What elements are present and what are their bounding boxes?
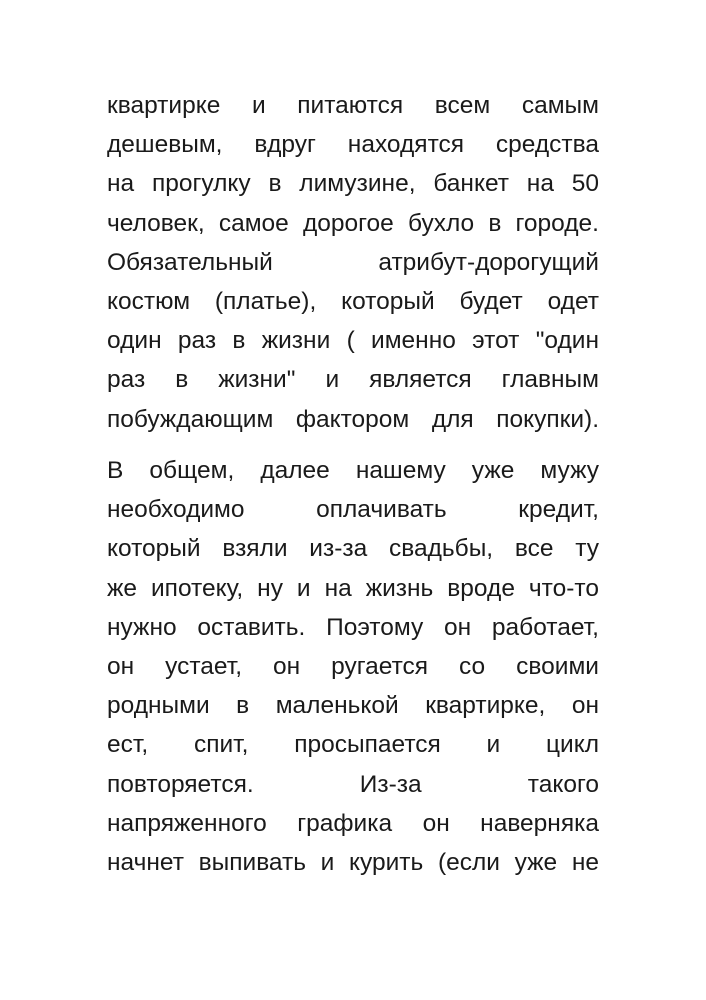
text-line: напряженного графика он наверняка	[107, 809, 599, 837]
paragraph-1	[107, 86, 599, 439]
text-line: он устает, он ругается со своими	[107, 652, 599, 680]
text-line: человек, самое дорогое бухло в городе.	[107, 209, 599, 237]
text-line: В общем, далее нашему уже мужу	[107, 457, 599, 484]
text-line: нужно оставить. Поэтому он работает,	[107, 613, 599, 641]
text-line: квартирке и питаются всем самым	[107, 92, 599, 119]
text-line: же ипотеку, ну и на жизнь вроде что-то	[107, 574, 599, 602]
text-line: начнет выпивать и курить (если уже не	[107, 848, 599, 876]
text-line: ест, спит, просыпается и цикл	[107, 731, 599, 759]
text-line: раз в жизни" и является главным	[107, 366, 599, 394]
text-line: который взяли из-за свадьбы, все ту	[107, 535, 599, 563]
text-line: костюм (платье), который будет одет	[107, 287, 599, 315]
text-line: дешевым, вдруг находятся средства	[107, 131, 599, 159]
text-line: Обязательный атрибут-дорогущий	[107, 248, 599, 276]
paragraph-2	[107, 451, 599, 882]
text-line: на прогулку в лимузине, банкет на 50	[107, 170, 599, 198]
text-line: повторяется. Из-за такого	[107, 770, 599, 798]
text-line: родными в маленькой квартирке, он	[107, 692, 599, 720]
text-line: необходимо оплачивать кредит,	[107, 496, 599, 524]
text-line: один раз в жизни ( именно этот "один	[107, 327, 599, 355]
text-line: побуждающим фактором для покупки).	[107, 405, 599, 433]
